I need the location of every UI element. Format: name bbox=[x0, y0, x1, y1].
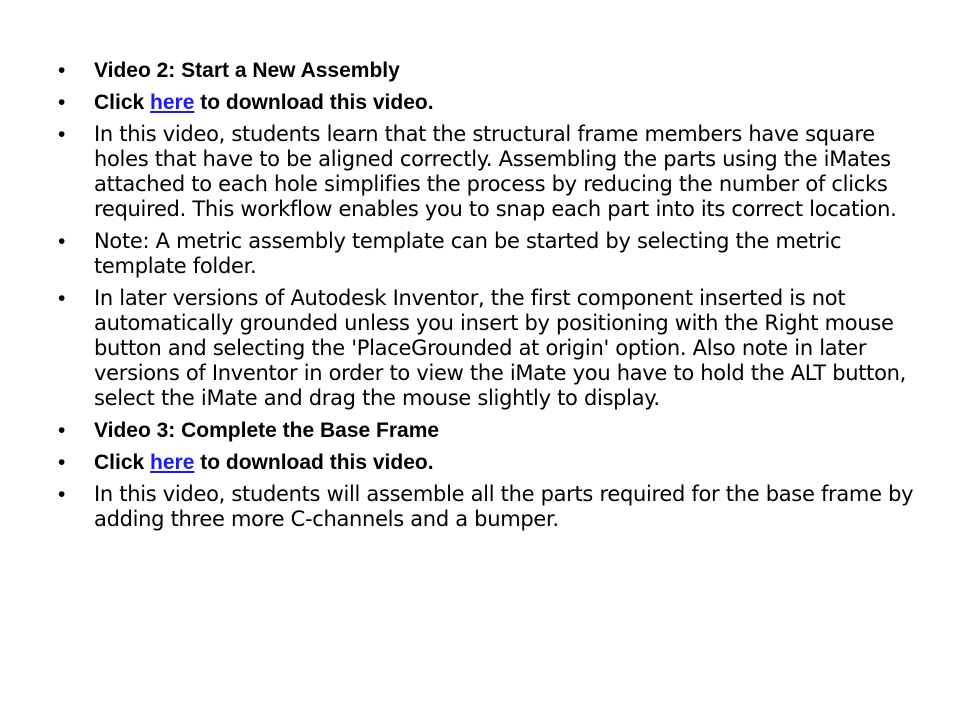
bullet-icon: • bbox=[58, 483, 66, 506]
click-text: Click bbox=[94, 91, 151, 114]
video-3-heading bbox=[58, 418, 918, 443]
paragraph-text: In this video, students will assemble all the parts required for the base frame by adding three more C-channels and a bumper. bbox=[94, 482, 914, 531]
download-text: to download this video. bbox=[194, 451, 434, 474]
video-2-description bbox=[58, 122, 918, 222]
bullet-icon: • bbox=[58, 451, 66, 474]
bullet-list bbox=[58, 58, 918, 539]
video-2-heading bbox=[58, 58, 918, 83]
video-2-title: Video 2: Start a New Assembly bbox=[94, 59, 400, 82]
video-3-description bbox=[58, 482, 918, 532]
video-2-download-line bbox=[58, 90, 918, 115]
later-versions-note bbox=[58, 286, 918, 411]
click-text: Click bbox=[94, 451, 151, 474]
bullet-icon: • bbox=[58, 59, 66, 82]
bullet-icon: • bbox=[58, 419, 66, 442]
video-2-download-link[interactable]: here bbox=[150, 91, 195, 114]
paragraph-text: In later versions of Autodesk Inventor, the first component inserted is not automatically grounded unless you insert by positioning with the Right mouse button and selecting the 'PlaceGrounded at origin' option. Also note in later versions of Inventor in order to view the iMate you have to hold the ALT button, select the iMate and drag the mouse slightly to display. bbox=[94, 286, 907, 410]
bullet-icon: • bbox=[58, 230, 66, 253]
video-3-download-link[interactable]: here bbox=[150, 451, 195, 474]
metric-template-note bbox=[58, 229, 918, 279]
video-3-title: Video 3: Complete the Base Frame bbox=[94, 419, 440, 442]
paragraph-text: In this video, students learn that the structural frame members have square holes that have to be aligned correctly. Assembling the parts using the iMates attached to each hole simplifies the process by reducing the number of clicks required. This workflow enables you to snap each part into its correct location. bbox=[94, 122, 897, 221]
bullet-icon: • bbox=[58, 287, 66, 310]
download-text: to download this video. bbox=[194, 91, 434, 114]
paragraph-text: Note: A metric assembly template can be started by selecting the metric template folder. bbox=[94, 229, 842, 278]
bullet-icon: • bbox=[58, 123, 66, 146]
video-3-download-line bbox=[58, 450, 918, 475]
bullet-icon: • bbox=[58, 91, 66, 114]
